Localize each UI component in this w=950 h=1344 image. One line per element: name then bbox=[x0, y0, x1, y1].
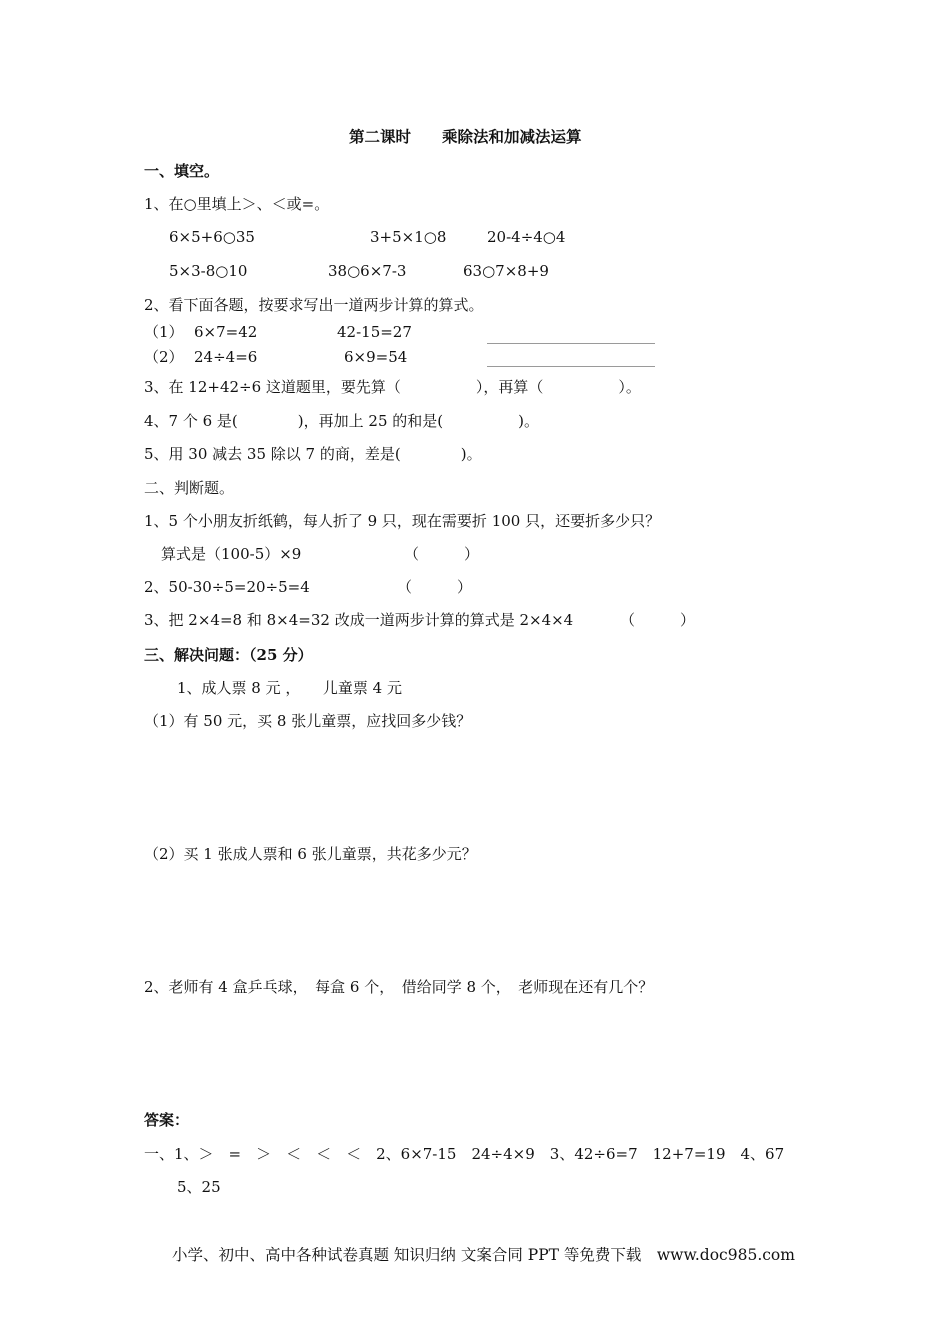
answers-line-1: 一、1、＞ = ＞ ＜ ＜ ＜ 2、6×7-15 24÷4×9 3、42÷6=7 12+7=19 4、67 bbox=[144, 1145, 785, 1163]
q5-text: 5、用 30 减去 35 除以 7 的商，差是( )。 bbox=[144, 445, 482, 463]
q2-item-b: 42-15=27 bbox=[337, 323, 412, 341]
judge-q1-formula: 算式是（100-5）×9 bbox=[161, 545, 302, 563]
problem-2: 2、老师有 4 盒乒乓球， 每盒 6 个， 借给同学 8 个， 老师现在还有几个？ bbox=[144, 978, 654, 996]
judge-q2: 2、50-30÷5=20÷5=4 bbox=[144, 578, 310, 596]
problem-1-2: （2）买 1 张成人票和 6 张儿童票，共花多少元？ bbox=[144, 845, 477, 863]
judge-q3: 3、把 2×4=8 和 8×4=32 改成一道两步计算的算式是 2×4×4 bbox=[144, 611, 574, 629]
section3-heading: 三、解决问题：（25 分） bbox=[144, 646, 313, 664]
section2-heading: 二、判断题。 bbox=[144, 479, 235, 497]
compare-item: 63○7×8+9 bbox=[463, 262, 549, 280]
compare-item: 38○6×7-3 bbox=[328, 262, 407, 280]
answers-heading: 答案： bbox=[144, 1111, 190, 1129]
compare-item: 3+5×1○8 bbox=[370, 228, 447, 246]
q2-item-num: （2） bbox=[144, 348, 184, 366]
q2-item-num: （1） bbox=[144, 323, 184, 341]
judge-paren[interactable]: （ ） bbox=[397, 578, 473, 596]
compare-item: 20-4÷4○4 bbox=[487, 228, 566, 246]
section1-heading: 一、填空。 bbox=[144, 162, 220, 180]
judge-paren[interactable]: （ ） bbox=[404, 545, 480, 563]
answer-line[interactable] bbox=[487, 366, 655, 367]
problem-1-1: （1）有 50 元，买 8 张儿童票，应找回多少钱？ bbox=[144, 712, 472, 730]
q3-text: 3、在 12+42÷6 这道题里，要先算（ ），再算（ ）。 bbox=[144, 378, 641, 396]
q2-label: 2、看下面各题，按要求写出一道两步计算的算式。 bbox=[144, 296, 484, 314]
q2-item-b: 6×9=54 bbox=[344, 348, 408, 366]
q2-item-a: 24÷4=6 bbox=[194, 348, 258, 366]
answer-line[interactable] bbox=[487, 343, 655, 344]
answers-line-2: 5、25 bbox=[177, 1178, 221, 1196]
page-title: 第二课时 乘除法和加减法运算 bbox=[349, 127, 582, 146]
q4-text: 4、7 个 6 是( )，再加上 25 的和是( )。 bbox=[144, 412, 539, 430]
ticket-prices: 1、成人票 8 元 ， 儿童票 4 元 bbox=[177, 679, 402, 697]
q1-label: 1、在○里填上＞、＜或=。 bbox=[144, 195, 330, 213]
compare-item: 6×5+6○35 bbox=[169, 228, 255, 246]
q2-item-a: 6×7=42 bbox=[194, 323, 258, 341]
judge-paren[interactable]: （ ） bbox=[620, 611, 696, 629]
compare-item: 5×3-8○10 bbox=[169, 262, 248, 280]
judge-q1: 1、5 个小朋友折纸鹤，每人折了 9 只，现在需要折 100 只，还要折多少只？ bbox=[144, 512, 661, 530]
footer-text: 小学、初中、高中各种试卷真题 知识归纳 文案合同 PPT 等免费下载 www.doc985.com bbox=[172, 1246, 795, 1264]
